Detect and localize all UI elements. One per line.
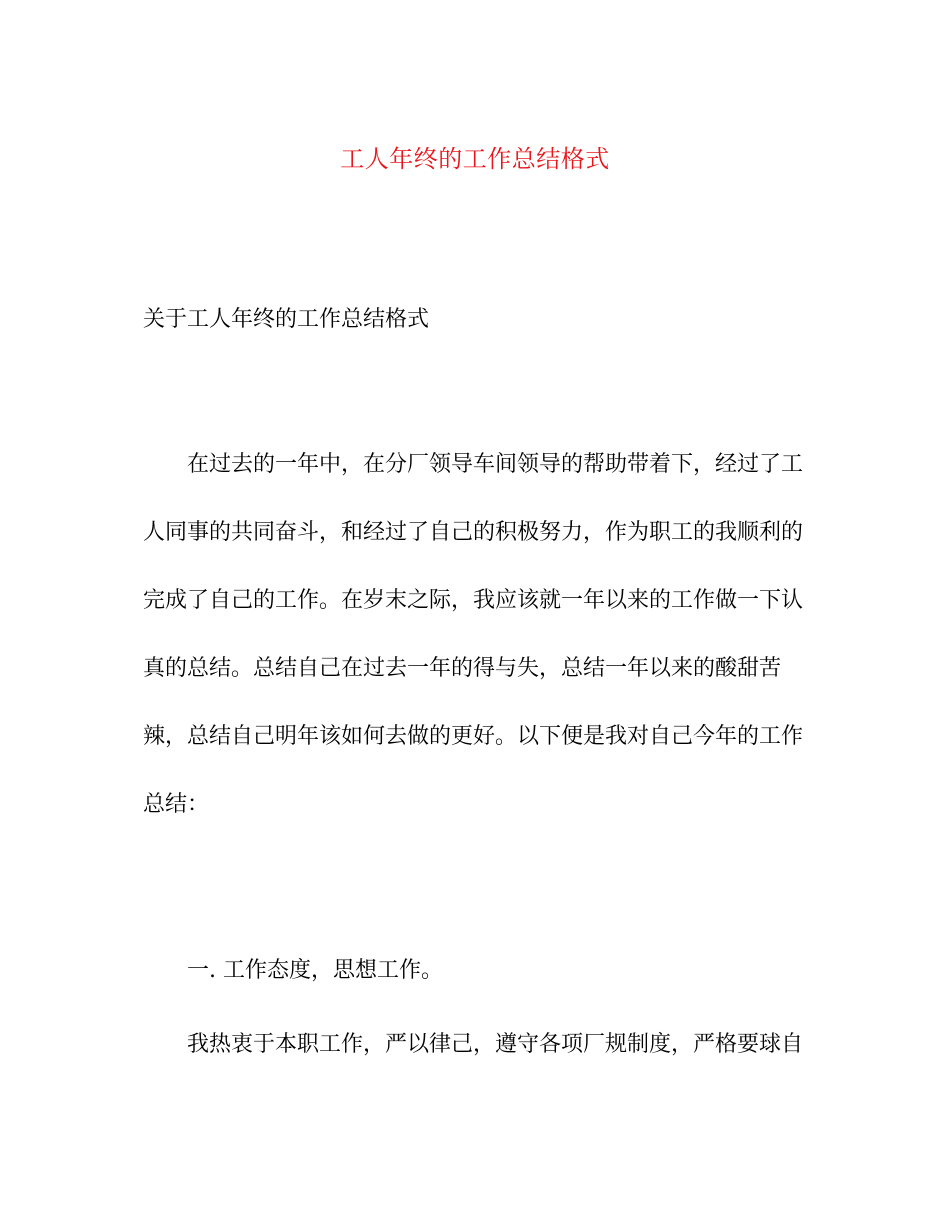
paragraph-line: 在过去的一年中，在分厂领导车间领导的帮助带着下，经过了工 [187,452,804,477]
section-heading: 一. 工作态度，思想工作。 [187,958,443,983]
paragraph-line: 我热衷于本职工作，严以律己，遵守各项厂规制度，严格要球自 [187,1032,804,1057]
paragraph-line: 真的总结。总结自己在过去一年的得与失，总结一年以来的酸甜苦 [143,656,782,681]
paragraph-line: 总结： [143,792,210,817]
paragraph-line: 人同事的共同奋斗，和经过了自己的积极努力，作为职工的我顺利的 [143,520,804,545]
paragraph-line: 辣，总结自己明年该如何去做的更好。以下便是我对自己今年的工作 [143,724,804,749]
paragraph-line: 完成了自己的工作。在岁末之际，我应该就一年以来的工作做一下认 [143,588,804,613]
document-subtitle: 关于工人年终的工作总结格式 [143,307,430,332]
document-title: 工人年终的工作总结格式 [340,145,610,173]
